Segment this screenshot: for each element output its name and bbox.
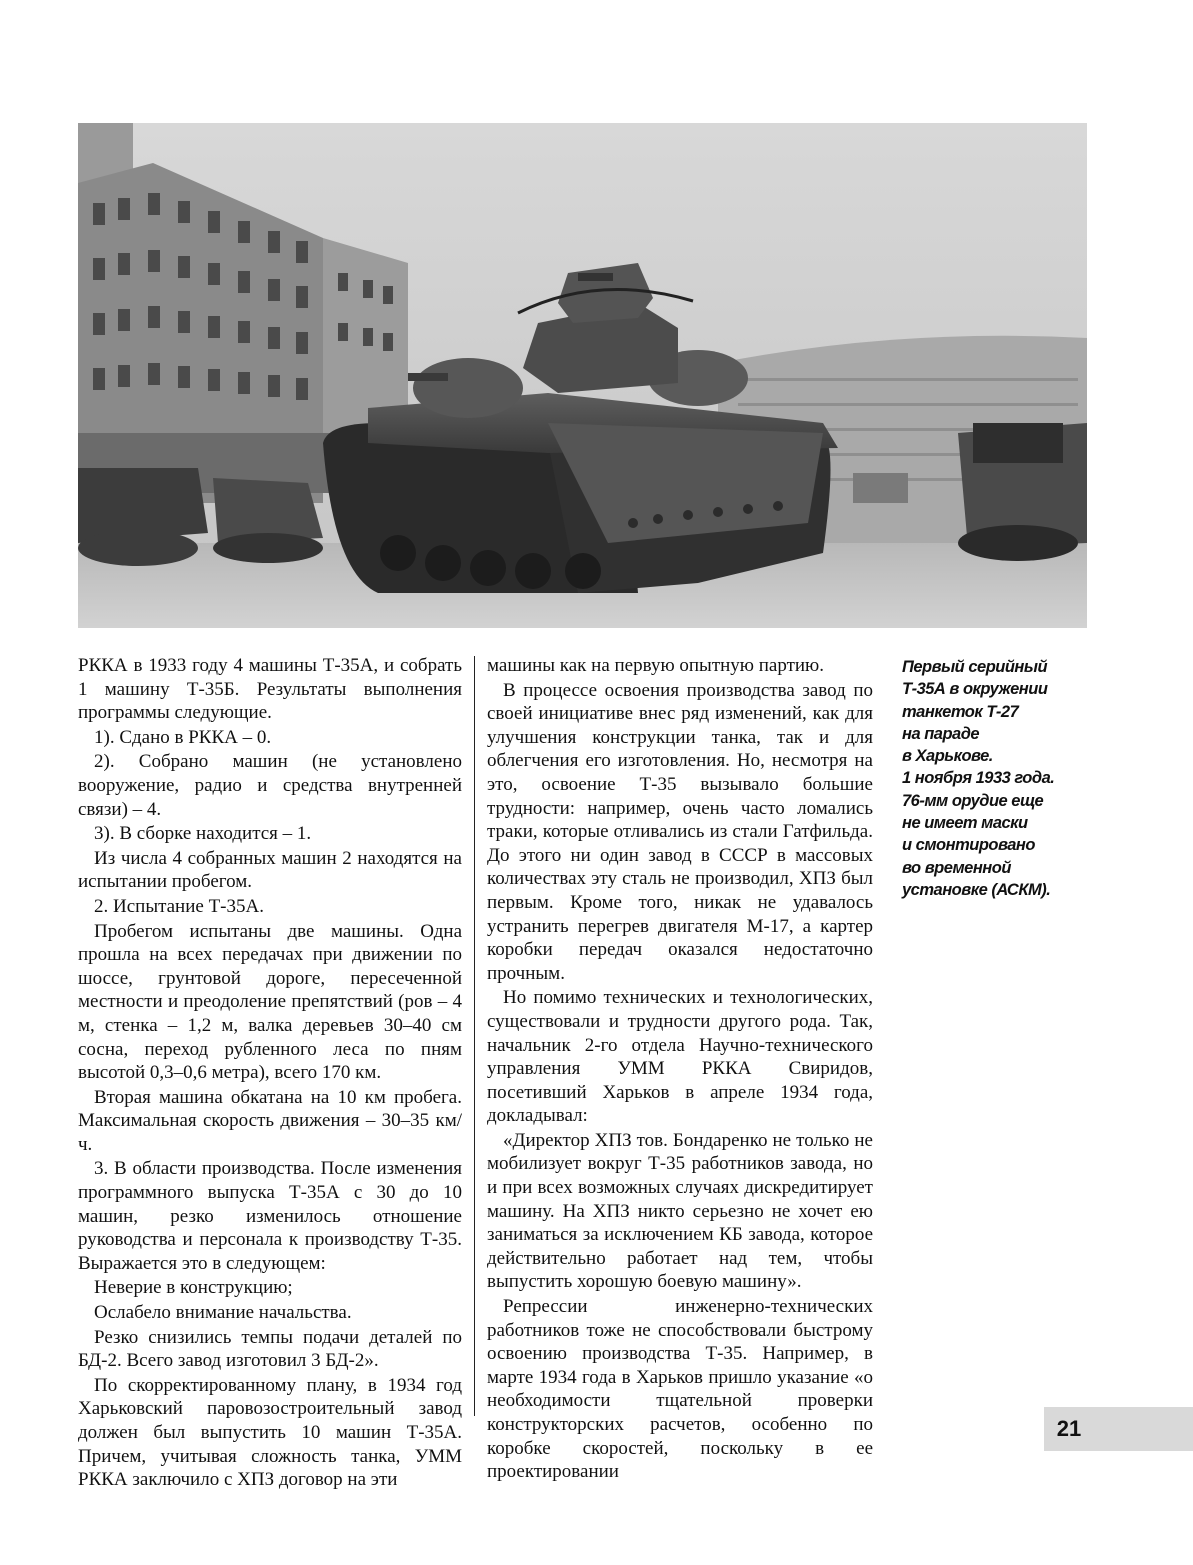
- paragraph: РККА в 1933 году 4 машины Т-35А, и собрать 1 машину Т-35Б. Результаты выполнения программы следующие.: [78, 655, 462, 724]
- caption-line: во временной: [902, 858, 1011, 877]
- caption-line: и смонтировано: [902, 836, 1035, 855]
- paragraph: 3. В области производства. После изменения программного выпуска Т-35А с 30 до 10 машин, резко изменилось отношение руководства и персонала к производству Т-35. Выражается это в следующем:: [78, 1158, 462, 1274]
- paragraph: По скорректированному плану, в 1934 год Харьковский паровозостроительный завод должен был выпустить 10 машин Т-35А. Причем, учитывая сложность танка, УММ РККА заключило с ХПЗ договор на эти: [78, 1374, 462, 1491]
- caption-line: 1 ноября 1933 года.: [902, 769, 1055, 788]
- paragraph: Ослабело внимание начальства.: [94, 1302, 352, 1324]
- paragraph: Но помимо технических и технологических, существовали и трудности другого рода. Так, начальник 2-го отдела Научно-технического управления УММ РККА Свиридов, посетивший Харьков в апреле 1934 года, докладывал:: [487, 987, 873, 1127]
- caption-line: на параде: [902, 724, 980, 743]
- photo-caption: [902, 656, 1092, 901]
- caption-line: 76-мм орудие еще: [902, 791, 1044, 810]
- paragraph: «Директор ХПЗ тов. Бондаренко не только не мобилизует вокруг Т-35 работников завода, но и при всех возможных случаях дискредитирует машину. На ХПЗ никто серьезно не хочет ею заниматься за исключением КБ завода, которое действительно работает над тем, чтобы выпустить хорошую боевую машину».: [487, 1129, 873, 1293]
- paragraph: машины как на первую опытную партию.: [487, 655, 824, 676]
- paragraph: Из числа 4 собранных машин 2 находятся на испытании пробегом.: [78, 847, 462, 893]
- caption-line: танкеток Т-27: [902, 702, 1019, 721]
- column-divider: [474, 656, 475, 1416]
- tank-parade-photo: [78, 123, 1087, 628]
- page-number: 21: [1056, 1416, 1082, 1441]
- paragraph: Неверие в конструкцию;: [94, 1277, 293, 1299]
- text-column-2: [487, 654, 873, 1485]
- caption-line: Т-35А в окружении: [902, 680, 1048, 699]
- paragraph: Резко снизились темпы подачи деталей по БД-2. Всего завод изготовил 3 БД-2».: [78, 1326, 462, 1372]
- caption-line: установке (АСКМ).: [902, 880, 1051, 899]
- page-number-box: [1044, 1407, 1193, 1451]
- text-column-1: [78, 654, 462, 1493]
- paragraph: 1). Сдано в РККА – 0.: [94, 726, 272, 748]
- caption-line: не имеет маски: [902, 814, 1028, 833]
- paragraph: 2. Испытание Т-35А.: [94, 895, 264, 917]
- paragraph: 2). Собрано машин (не установлено вооружение, радио и средства внутренней связи) – 4.: [78, 751, 462, 820]
- paragraph: Вторая машина обкатана на 10 км пробега. Максимальная скорость движения – 30–35 км/ч.: [78, 1086, 462, 1155]
- paragraph: Пробегом испытаны две машины. Одна прошла на всех передачах при движении по шоссе, грунтовой дороге, пересеченной местности и преодоление препятствий (ров – 4 м, стенка – 1,2 м, валка деревьев 30–40 см сосна, переход рубленного леса по пням высотой 0,3–0,6 метра), всего 170 км.: [78, 920, 462, 1084]
- caption-line: Первый серийный: [902, 658, 1048, 676]
- paragraph: Репрессии инженерно-технических работников тоже не способствовали быстрому освоению производства Т-35. Например, в марте 1934 года в Харьков пришло указание «о необходимости тщательной проверки конструкторских расчетов, особенно по коробке скоростей, поскольку в ее проектировании: [487, 1296, 873, 1483]
- paragraph: В процессе освоения производства завод по своей инициативе внес ряд изменений, как для улучшения конструкции танка, так и для облегчения его изготовления. Но, несмотря на это, освоение Т-35 вызывало большие трудности: например, очень часто ломались траки, которые отливались из стали Гатфильда. До этого ни один завод в СССР в массовых количествах эту сталь не производил, ХПЗ был первым. Кроме того, никак не удавалось устранить перегрев двигателя М-17, а картер коробки передач оказался недостаточно прочным.: [487, 679, 873, 984]
- caption-line: в Харькове.: [902, 747, 993, 766]
- paragraph: 3). В сборке находится – 1.: [94, 823, 312, 845]
